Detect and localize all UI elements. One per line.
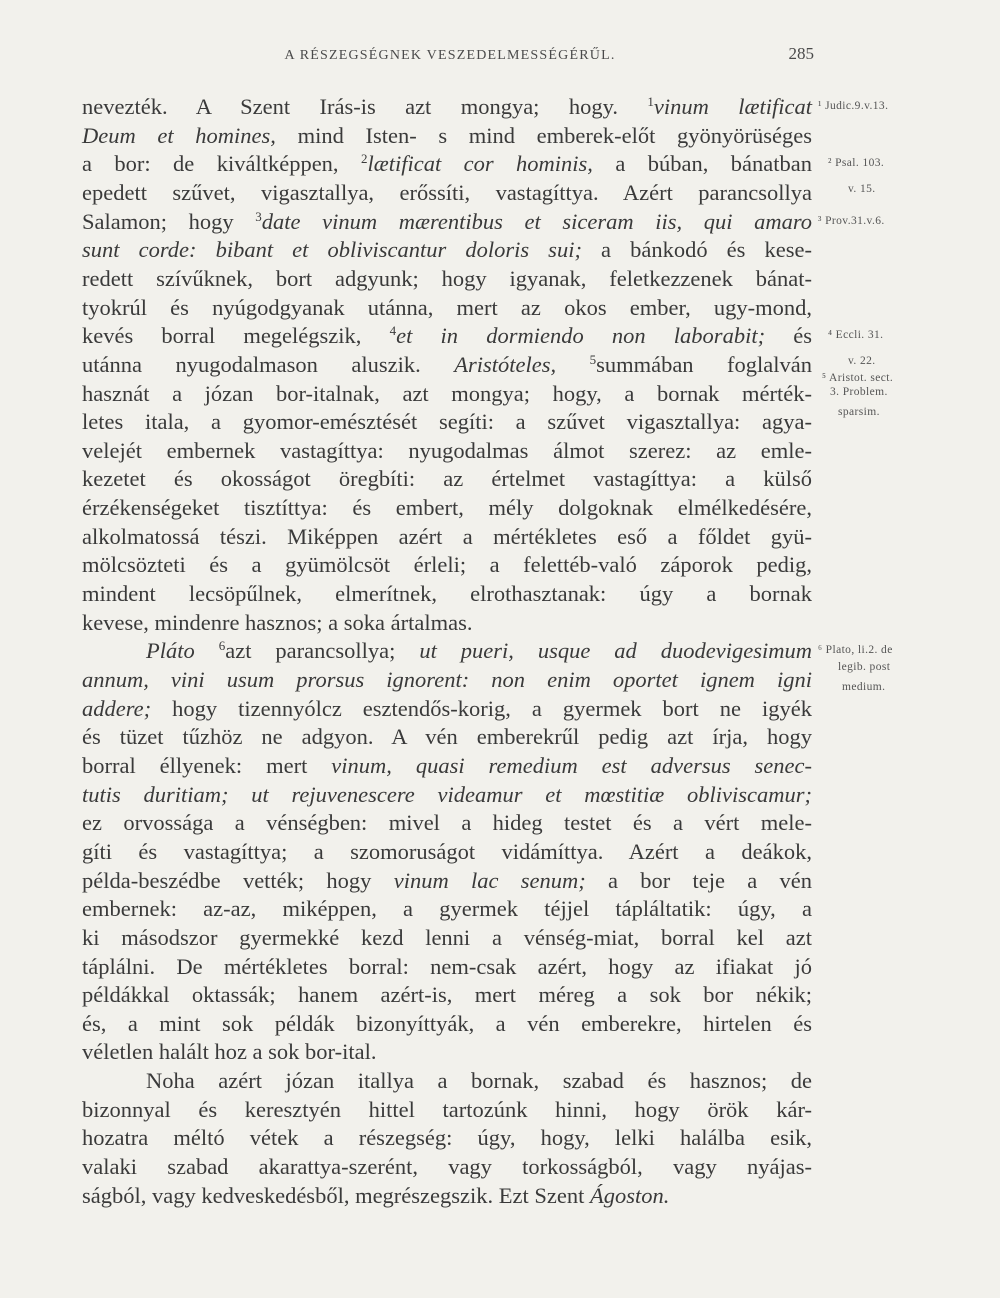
margin-note: ³ Prov.31.v.6.: [818, 215, 885, 227]
text-line: [82, 493, 812, 523]
text-line: [82, 235, 812, 265]
text-span: mind Isten- s mind emberek-előt gyönyörüséges: [275, 122, 812, 148]
text-line: [82, 780, 812, 810]
text-line: [82, 350, 812, 380]
margin-note: legib. post: [838, 661, 891, 673]
text-line: [82, 1181, 812, 1211]
footnote-marker: 2: [360, 151, 368, 167]
italic-text: et in dormiendo non laborabit;: [396, 323, 766, 349]
text-line: [82, 1152, 812, 1182]
text-line: [82, 464, 812, 494]
text-span: alkolmatossá tészi. Miképpen azért a mértékletes eső a főldet gyü-: [82, 523, 812, 549]
italic-text: vinum lætificat: [653, 94, 812, 119]
footnote-marker: 4: [389, 323, 397, 339]
text-line: [82, 579, 812, 609]
text-line: [82, 264, 812, 294]
text-line: [82, 522, 812, 552]
text-span: kevés borral megelégszik,: [82, 323, 390, 349]
text-span: bizonnyal és keresztyén hittel tartozúnk hinni, hogy örök kár-: [82, 1096, 812, 1122]
text-line: [82, 694, 812, 724]
text-span: példa-beszédbe vették; hogy: [82, 867, 394, 893]
margin-note: v. 15.: [848, 183, 876, 195]
text-span: mindent lecsöpűlnek, elmerítnek, elrothasztanak: úgy a bornak: [82, 581, 812, 607]
margin-note: sparsim.: [838, 406, 880, 418]
text-span: epedett szűvet, vigasztallya, erőssíti, vastagíttya. Azért parancsollya: [82, 179, 812, 205]
text-span: és: [765, 323, 812, 349]
text-span: ki másodszor gyermekké kezd lenni a vénség-miat, borral kel azt: [82, 924, 812, 950]
text-span: táplálni. De mértékletes borral: nem-csak azért, hogy az ifiakat jó: [82, 953, 812, 979]
text-line: [82, 379, 812, 409]
italic-text: Aristóteles,: [454, 351, 557, 377]
text-line: [146, 636, 812, 666]
text-line: [82, 407, 812, 437]
text-span: utánna nyugodalmason aluszik.: [82, 351, 455, 377]
text-span: példákkal oktassák; hanem azért-is, mert méreg a sok bor nékik;: [82, 982, 812, 1008]
text-span: ez orvossága a vénségben: mivel a hideg testet és a vért mele-: [82, 810, 812, 836]
margin-note: ² Psal. 103.: [828, 157, 885, 169]
text-span: a bor teje a vén: [585, 867, 812, 893]
text-span: a bánkodó és kese-: [581, 237, 812, 263]
text-line: [82, 436, 812, 466]
footnote-marker: 6: [218, 638, 226, 654]
margin-note: 3. Problem.: [830, 386, 888, 398]
text-line: [82, 1009, 812, 1039]
text-line: [82, 722, 812, 752]
text-span: kevese, mindenre hasznos; a soka ártalmas.: [82, 609, 473, 635]
text-span: redett szívűknek, bort adgyunk; hogy igyanak, feletkezzenek bánat-: [82, 265, 812, 291]
text-line: [82, 923, 812, 953]
page-number: 285: [788, 44, 814, 63]
text-span: [195, 638, 219, 663]
text-line: [82, 207, 812, 237]
text-line: [82, 980, 812, 1010]
footnote-marker: 3: [255, 208, 262, 224]
italic-text: tutis duritiam; ut rejuvenescere videamur et mœstitiæ obliviscamur;: [82, 781, 812, 807]
text-line: [82, 121, 812, 151]
italic-text: Ágoston.: [589, 1182, 670, 1208]
text-line: [82, 178, 812, 208]
text-line: [82, 1037, 812, 1067]
text-line: [146, 1066, 812, 1096]
text-span: a búban, bánatban: [592, 151, 812, 177]
running-header: A RÉSZEGSÉGNEK VESZEDELMESSÉGÉRŰL.: [284, 48, 616, 63]
italic-text: annum, vini usum prorsus ignorent: non enim oportet ignem igni: [82, 667, 812, 692]
text-line: [82, 894, 812, 924]
text-span: Salamon; hogy: [82, 208, 256, 234]
text-line: [82, 837, 812, 867]
text-span: a bor: de kiváltképpen,: [82, 151, 361, 177]
margin-note: v. 22.: [848, 355, 876, 367]
margin-note: ¹ Judic.9.v.13.: [818, 100, 889, 112]
text-line: [82, 321, 812, 351]
text-line: [82, 550, 812, 580]
margin-note: ⁶ Plato, li.2. de: [818, 644, 893, 656]
footnote-marker: 5: [589, 351, 597, 367]
margin-note: medium.: [842, 681, 886, 693]
text-span: gíti és vastagíttya; a szomoruságot vidámíttya. Azért a deákok,: [82, 838, 812, 864]
text-span: kezetet és okosságot öregbíti: az értelmet vastagíttya: a külső: [82, 466, 812, 492]
text-span: nevezték. A Szent Irás-is azt mongya; hogy.: [82, 94, 648, 119]
text-line: [82, 808, 812, 838]
text-line: [82, 1123, 812, 1153]
text-span: véletlen halált hoz a sok bor-ital.: [82, 1039, 377, 1065]
text-span: letes itala, a gyomor-emésztését segíti: a szűvet vigasztallya: agya-: [82, 409, 812, 435]
italic-text: vinum, quasi remedium est adversus senec-: [331, 752, 812, 778]
text-line: [82, 952, 812, 982]
text-span: mölcsözteti és a gyümölcsöt érleli; a felettéb-való záporok pedig,: [82, 552, 812, 578]
text-line: [82, 665, 812, 695]
italic-text: ut pueri, usque ad duodevigesimum: [419, 638, 812, 664]
text-span: summában foglalván: [596, 351, 812, 377]
margin-note: ⁴ Eccli. 31.: [828, 329, 884, 341]
text-span: embernek: az-az, miképpen, a gyermek téjjel tápláltatik: úgy, a: [82, 896, 812, 922]
text-line: [82, 149, 812, 179]
text-span: valaki szabad akarattya-szerént, vagy torkosságból, vagy nyájas-: [82, 1154, 812, 1180]
text-line: [82, 1095, 812, 1125]
text-span: hasznát a józan bor-italnak, azt mongya; hogy, a bornak mérték-: [82, 380, 812, 406]
text-span: és tüzet tűzhöz ne adgyon. A vén emberekrűl pedig azt írja, hogy: [82, 724, 812, 750]
text-span: azt parancsollya;: [225, 638, 420, 664]
text-span: érzékenségeket tisztíttya: és embert, mély dolgoknak elmélkedésére,: [82, 495, 812, 521]
italic-text: Deum et homines,: [82, 122, 276, 148]
text-span: borral éllyenek: mert: [82, 752, 332, 778]
text-span: hozatra méltó vétek a részegség: úgy, hogy, lelki halálba esik,: [82, 1125, 812, 1151]
text-span: és, a mint sok példák bizonyíttyák, a vén emberekre, hirtelen és: [82, 1010, 812, 1036]
italic-text: Pláto: [146, 638, 195, 664]
italic-text: vinum lac senum;: [393, 867, 586, 893]
text-line: [82, 866, 812, 896]
italic-text: sunt corde: bibant et obliviscantur doloris sui;: [82, 237, 582, 263]
italic-text: lætificat cor hominis,: [367, 151, 593, 177]
text-line: [82, 92, 812, 122]
text-line: [82, 751, 812, 781]
italic-text: date vinum mærentibus et siceram iis, qui amaro: [261, 208, 812, 234]
text-span: hogy tizennyólcz esztendős-korig, a gyermek bort ne igyék: [151, 695, 812, 721]
text-line: [82, 608, 812, 638]
italic-text: addere;: [82, 695, 152, 721]
text-span: ságból, vagy kedveskedésből, megrészegszik. Ezt Szent: [82, 1182, 590, 1208]
footnote-marker: 1: [647, 94, 654, 109]
text-line: [82, 293, 812, 323]
text-span: tyokrúl és nyúgodgyanak utánna, mert az okos ember, ugy-mond,: [82, 294, 812, 320]
text-span: Noha azért józan itallya a bornak, szabad és hasznos; de: [146, 1068, 812, 1094]
margin-note: ⁵ Aristot. sect.: [822, 372, 894, 384]
text-span: [556, 352, 589, 377]
text-span: velejét embernek vastagíttya: nyugodalmas álmot szerez: az emle-: [82, 437, 812, 463]
